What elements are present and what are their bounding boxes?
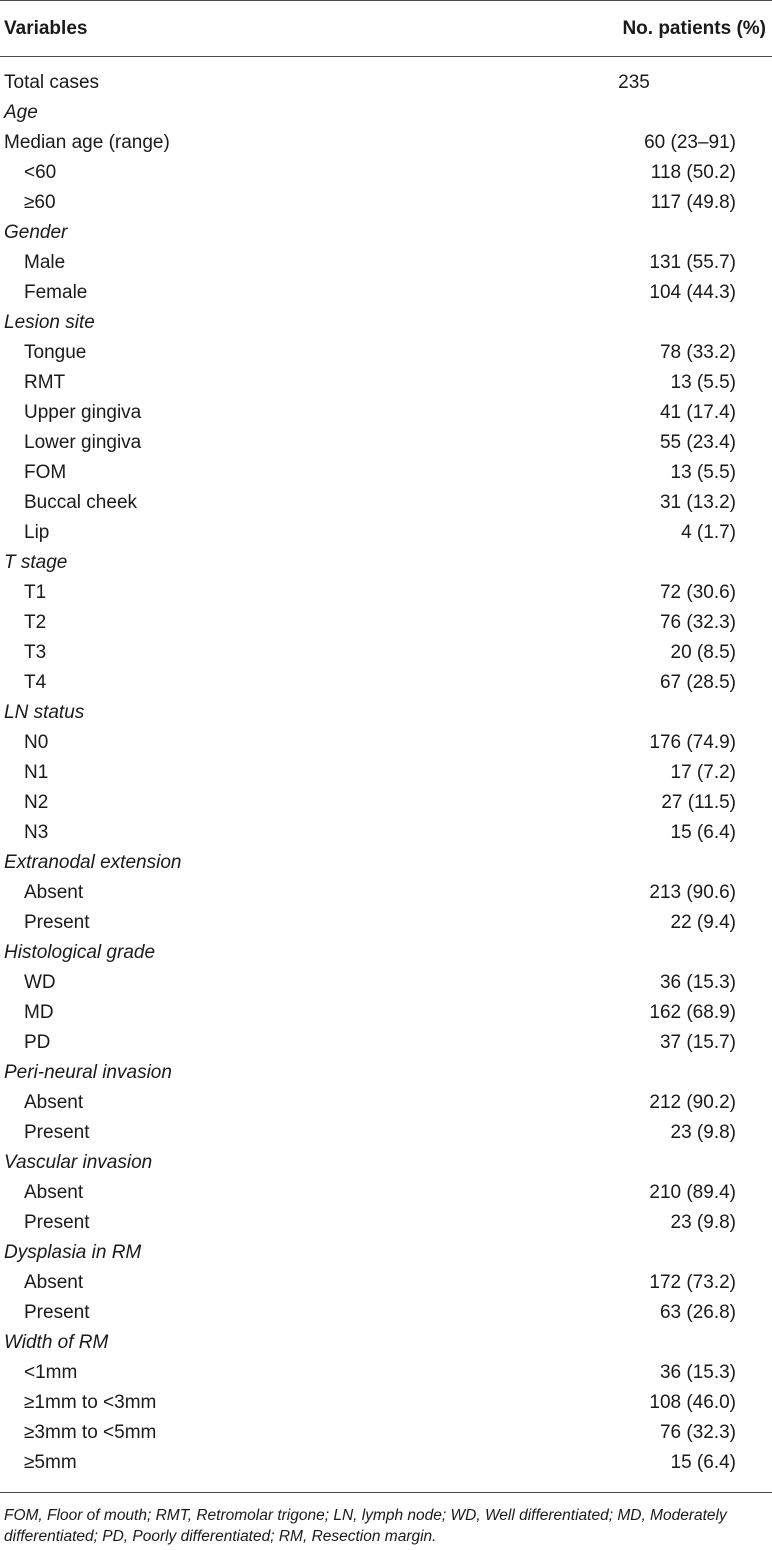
section-row	[0, 98, 772, 128]
row-label: N0	[24, 732, 49, 753]
row-label: Median age (range)	[4, 132, 170, 153]
row-value: 212 (90.2)	[649, 1092, 736, 1113]
row-value: 27 (11.5)	[661, 792, 736, 813]
row-value: 172 (73.2)	[649, 1272, 736, 1293]
row-value: 235	[618, 72, 650, 93]
row-value: 63 (26.8)	[659, 1302, 736, 1323]
row-label: T1	[24, 582, 47, 603]
header-patients: No. patients (%)	[622, 18, 766, 39]
table-row	[0, 908, 772, 938]
section-label: Width of RM	[4, 1332, 109, 1353]
row-value: 36 (15.3)	[659, 1362, 736, 1383]
table-row	[0, 1208, 772, 1238]
row-value: 20 (8.5)	[670, 642, 736, 663]
row-value: 15 (6.4)	[670, 822, 736, 843]
row-label: Present	[24, 912, 90, 933]
row-value: 76 (32.3)	[659, 612, 736, 633]
section-row	[0, 218, 772, 248]
row-value: 4 (1.7)	[681, 522, 736, 543]
row-value: 104 (44.3)	[649, 282, 736, 303]
row-label: T4	[24, 672, 47, 693]
row-value: 131 (55.7)	[649, 252, 736, 273]
section-row	[0, 1238, 772, 1268]
section-label: Extranodal extension	[4, 852, 182, 873]
table-row	[0, 1118, 772, 1148]
section-row	[0, 1328, 772, 1358]
table-row	[0, 578, 772, 608]
table-row	[0, 1418, 772, 1448]
section-label: Peri-neural invasion	[4, 1062, 172, 1083]
row-label: N3	[24, 822, 49, 843]
table-row	[0, 1268, 772, 1298]
row-value: 213 (90.6)	[649, 882, 736, 903]
row-value: 72 (30.6)	[659, 582, 736, 603]
section-row	[0, 548, 772, 578]
table-row	[0, 1388, 772, 1418]
row-value: 22 (9.4)	[670, 912, 736, 933]
row-label: Buccal cheek	[24, 492, 138, 513]
table-row	[0, 428, 772, 458]
row-label: Total cases	[4, 72, 100, 93]
section-label: Vascular invasion	[4, 1152, 153, 1173]
row-label: Male	[24, 252, 66, 273]
row-value: 15 (6.4)	[670, 1452, 736, 1473]
section-label: Dysplasia in RM	[4, 1242, 142, 1263]
row-value: 117 (49.8)	[650, 192, 736, 213]
table-row	[0, 1088, 772, 1118]
section-row	[0, 1148, 772, 1178]
row-value: 210 (89.4)	[649, 1182, 736, 1203]
row-label: <60	[24, 162, 57, 183]
table-row	[0, 668, 772, 698]
row-value: 176 (74.9)	[649, 732, 736, 753]
table-row	[0, 758, 772, 788]
section-label: Histological grade	[4, 942, 156, 963]
row-value: 37 (15.7)	[659, 1032, 736, 1053]
section-label: LN status	[4, 702, 85, 723]
top-rule	[0, 0, 772, 1]
table-row	[0, 998, 772, 1028]
bottom-rule	[0, 1492, 772, 1493]
section-row	[0, 698, 772, 728]
row-value: 23 (9.8)	[670, 1212, 736, 1233]
row-label: ≥3mm to <5mm	[24, 1422, 157, 1443]
table-row	[0, 1358, 772, 1388]
row-label: Absent	[24, 1182, 84, 1203]
table-row	[0, 188, 772, 218]
table-row	[0, 458, 772, 488]
table-footnote: FOM, Floor of mouth; RMT, Retromolar trigone; LN, lymph node; WD, Well differentiated; MD, Moderately differentiated; PD, Poorly differentiated; RM, Resection margin.	[4, 1507, 727, 1545]
row-value: 41 (17.4)	[659, 402, 736, 423]
row-value: 76 (32.3)	[659, 1422, 736, 1443]
header-row	[0, 14, 772, 44]
table-row	[0, 248, 772, 278]
row-value: 60 (23–91)	[644, 132, 736, 153]
row-label: RMT	[24, 372, 66, 393]
row-value: 67 (28.5)	[659, 672, 736, 693]
table-row	[0, 128, 772, 158]
row-label: Present	[24, 1302, 90, 1323]
row-value: 162 (68.9)	[649, 1002, 736, 1023]
row-label: N1	[24, 762, 49, 783]
row-value: 118 (50.2)	[650, 162, 736, 183]
table-row	[0, 788, 772, 818]
row-value: 13 (5.5)	[670, 372, 736, 393]
section-row	[0, 938, 772, 968]
row-value: 17 (7.2)	[670, 762, 736, 783]
table-row	[0, 878, 772, 908]
table-row	[0, 1028, 772, 1058]
table-row	[0, 68, 772, 98]
row-value: 36 (15.3)	[659, 972, 736, 993]
row-label: Absent	[24, 1092, 84, 1113]
table-row	[0, 608, 772, 638]
row-label: FOM	[24, 462, 67, 483]
table-row	[0, 1298, 772, 1328]
section-label: Age	[4, 102, 38, 123]
table-row	[0, 518, 772, 548]
table-row	[0, 278, 772, 308]
row-label: ≥1mm to <3mm	[24, 1392, 157, 1413]
row-label: Female	[24, 282, 88, 303]
row-label: Absent	[24, 1272, 84, 1293]
section-label: Gender	[4, 222, 68, 243]
table-row	[0, 1178, 772, 1208]
header-rule	[0, 56, 772, 57]
table-row	[0, 638, 772, 668]
row-label: Tongue	[24, 342, 87, 363]
row-label: MD	[24, 1002, 54, 1023]
row-value: 78 (33.2)	[659, 342, 736, 363]
row-label: <1mm	[24, 1362, 78, 1383]
section-row	[0, 1058, 772, 1088]
row-label: Present	[24, 1122, 90, 1143]
row-label: Upper gingiva	[24, 402, 142, 423]
row-label: Present	[24, 1212, 90, 1233]
row-label: N2	[24, 792, 49, 813]
section-row	[0, 848, 772, 878]
table-row	[0, 968, 772, 998]
row-value: 55 (23.4)	[659, 432, 736, 453]
row-label: PD	[24, 1032, 51, 1053]
table-row	[0, 338, 772, 368]
row-label: ≥5mm	[24, 1452, 77, 1473]
table-row	[0, 728, 772, 758]
section-label: Lesion site	[4, 312, 95, 333]
row-label: Lower gingiva	[24, 432, 142, 453]
table-row	[0, 1448, 772, 1478]
row-label: ≥60	[24, 192, 56, 213]
header-variables: Variables	[4, 18, 88, 39]
row-label: Absent	[24, 882, 84, 903]
table-row	[0, 818, 772, 848]
section-row	[0, 308, 772, 338]
row-label: T2	[24, 612, 47, 633]
row-label: Lip	[24, 522, 50, 543]
row-value: 13 (5.5)	[670, 462, 736, 483]
table-row	[0, 398, 772, 428]
row-value: 31 (13.2)	[659, 492, 736, 513]
row-label: WD	[24, 972, 56, 993]
row-value: 108 (46.0)	[649, 1392, 736, 1413]
section-label: T stage	[4, 552, 68, 573]
row-label: T3	[24, 642, 47, 663]
table-row	[0, 158, 772, 188]
table-row	[0, 368, 772, 398]
table-row	[0, 488, 772, 518]
row-value: 23 (9.8)	[670, 1122, 736, 1143]
